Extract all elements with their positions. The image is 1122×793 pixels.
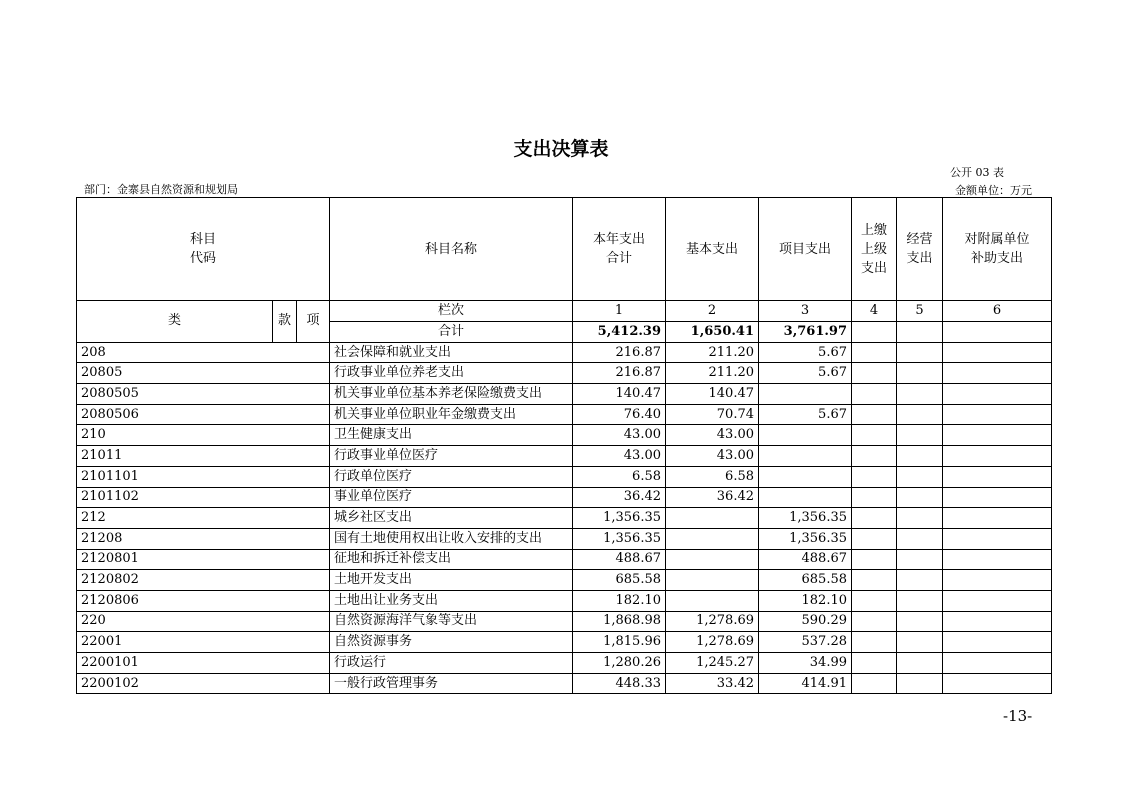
row-total: 1,356.35 xyxy=(573,508,666,529)
total-business xyxy=(897,322,943,343)
table-row xyxy=(77,404,1052,425)
row-total: 1,815.96 xyxy=(573,632,666,653)
total-project: 3,761.97 xyxy=(759,322,852,343)
row-project: 5.67 xyxy=(759,363,852,384)
row-total: 6.58 xyxy=(573,466,666,487)
table-row xyxy=(77,549,1052,570)
row-upper xyxy=(852,611,897,632)
row-upper xyxy=(852,653,897,674)
row-name: 征地和拆迁补偿支出 xyxy=(330,549,573,570)
row-basic: 211.20 xyxy=(666,363,759,384)
row-code: 22001 xyxy=(77,632,330,653)
row-business xyxy=(897,342,943,363)
row-name: 一般行政管理事务 xyxy=(330,673,573,694)
row-total: 43.00 xyxy=(573,446,666,467)
table-row xyxy=(77,487,1052,508)
row-business xyxy=(897,653,943,674)
row-upper xyxy=(852,363,897,384)
row-code: 21208 xyxy=(77,528,330,549)
row-basic: 43.00 xyxy=(666,446,759,467)
row-basic: 70.74 xyxy=(666,404,759,425)
row-subsidy xyxy=(943,673,1052,694)
row-name: 国有土地使用权出让收入安排的支出 xyxy=(330,528,573,549)
row-code: 2120802 xyxy=(77,570,330,591)
row-basic: 1,278.69 xyxy=(666,611,759,632)
row-code: 21011 xyxy=(77,446,330,467)
row-business xyxy=(897,487,943,508)
subheader-row xyxy=(77,301,1052,322)
row-code: 212 xyxy=(77,508,330,529)
department-label: 部门：金寨县自然资源和规划局 xyxy=(84,183,238,196)
row-upper xyxy=(852,570,897,591)
header-project: 项目支出 xyxy=(759,198,852,301)
row-subsidy xyxy=(943,466,1052,487)
row-project: 5.67 xyxy=(759,404,852,425)
page-number: -13- xyxy=(1003,707,1033,725)
row-total: 182.10 xyxy=(573,590,666,611)
total-amount: 5,412.39 xyxy=(573,322,666,343)
row-name: 行政运行 xyxy=(330,653,573,674)
table-row xyxy=(77,446,1052,467)
row-code: 2120801 xyxy=(77,549,330,570)
row-name: 土地出让业务支出 xyxy=(330,590,573,611)
row-business xyxy=(897,632,943,653)
row-name: 自然资源事务 xyxy=(330,632,573,653)
total-label: 合计 xyxy=(330,322,573,343)
row-subsidy xyxy=(943,487,1052,508)
row-project xyxy=(759,446,852,467)
row-business xyxy=(897,508,943,529)
column-number-2: 2 xyxy=(666,301,759,322)
row-code: 2200102 xyxy=(77,673,330,694)
row-project: 590.29 xyxy=(759,611,852,632)
header-upper: 上缴 上级 支出 xyxy=(852,198,897,301)
row-upper xyxy=(852,466,897,487)
row-total: 1,356.35 xyxy=(573,528,666,549)
row-business xyxy=(897,549,943,570)
column-number-1: 1 xyxy=(573,301,666,322)
row-business xyxy=(897,528,943,549)
header-business: 经营 支出 xyxy=(897,198,943,301)
row-total: 685.58 xyxy=(573,570,666,591)
table-row xyxy=(77,384,1052,405)
row-total: 1,868.98 xyxy=(573,611,666,632)
row-subsidy xyxy=(943,590,1052,611)
row-code: 2120806 xyxy=(77,590,330,611)
row-code: 2200101 xyxy=(77,653,330,674)
table-row xyxy=(77,611,1052,632)
row-code: 210 xyxy=(77,425,330,446)
row-subsidy xyxy=(943,342,1052,363)
row-project: 1,356.35 xyxy=(759,528,852,549)
row-total: 76.40 xyxy=(573,404,666,425)
subheader-lei: 类 xyxy=(77,301,273,343)
row-project: 414.91 xyxy=(759,673,852,694)
row-total: 36.42 xyxy=(573,487,666,508)
column-number-5: 5 xyxy=(897,301,943,322)
row-business xyxy=(897,673,943,694)
row-upper xyxy=(852,508,897,529)
subheader-xiang: 项 xyxy=(297,301,330,343)
row-name: 行政事业单位医疗 xyxy=(330,446,573,467)
total-subsidy xyxy=(943,322,1052,343)
row-business xyxy=(897,570,943,591)
row-subsidy xyxy=(943,446,1052,467)
table-row xyxy=(77,590,1052,611)
table-row xyxy=(77,508,1052,529)
table-row xyxy=(77,466,1052,487)
row-upper xyxy=(852,425,897,446)
row-subsidy xyxy=(943,425,1052,446)
row-subsidy xyxy=(943,508,1052,529)
row-total: 43.00 xyxy=(573,425,666,446)
row-name: 行政事业单位养老支出 xyxy=(330,363,573,384)
row-name: 城乡社区支出 xyxy=(330,508,573,529)
row-upper xyxy=(852,632,897,653)
row-total: 216.87 xyxy=(573,363,666,384)
row-total: 488.67 xyxy=(573,549,666,570)
row-name: 行政单位医疗 xyxy=(330,466,573,487)
expenditure-table xyxy=(76,197,1052,694)
row-code: 2101102 xyxy=(77,487,330,508)
row-upper xyxy=(852,528,897,549)
row-project: 685.58 xyxy=(759,570,852,591)
column-number-4: 4 xyxy=(852,301,897,322)
table-row xyxy=(77,342,1052,363)
header-subsidy: 对附属单位 补助支出 xyxy=(943,198,1052,301)
row-code: 2080505 xyxy=(77,384,330,405)
row-upper xyxy=(852,549,897,570)
row-subsidy xyxy=(943,384,1052,405)
row-basic: 36.42 xyxy=(666,487,759,508)
row-basic: 43.00 xyxy=(666,425,759,446)
row-subsidy xyxy=(943,404,1052,425)
row-project: 5.67 xyxy=(759,342,852,363)
row-subsidy xyxy=(943,653,1052,674)
row-project xyxy=(759,466,852,487)
row-basic xyxy=(666,528,759,549)
row-code: 208 xyxy=(77,342,330,363)
row-project xyxy=(759,487,852,508)
table-row xyxy=(77,673,1052,694)
row-total: 448.33 xyxy=(573,673,666,694)
row-basic: 1,245.27 xyxy=(666,653,759,674)
row-name: 土地开发支出 xyxy=(330,570,573,591)
table-row xyxy=(77,570,1052,591)
row-name: 机关事业单位基本养老保险缴费支出 xyxy=(330,384,573,405)
row-subsidy xyxy=(943,528,1052,549)
row-business xyxy=(897,425,943,446)
row-project: 34.99 xyxy=(759,653,852,674)
table-row xyxy=(77,653,1052,674)
row-business xyxy=(897,363,943,384)
row-upper xyxy=(852,487,897,508)
row-basic: 140.47 xyxy=(666,384,759,405)
row-name: 机关事业单位职业年金缴费支出 xyxy=(330,404,573,425)
row-upper xyxy=(852,342,897,363)
row-basic xyxy=(666,590,759,611)
row-subsidy xyxy=(943,570,1052,591)
row-project xyxy=(759,384,852,405)
row-code: 2080506 xyxy=(77,404,330,425)
row-subsidy xyxy=(943,549,1052,570)
amount-unit-label: 金额单位：万元 xyxy=(955,184,1032,197)
row-code: 20805 xyxy=(77,363,330,384)
row-project: 182.10 xyxy=(759,590,852,611)
table-row xyxy=(77,363,1052,384)
row-business xyxy=(897,590,943,611)
total-upper xyxy=(852,322,897,343)
header-name: 科目名称 xyxy=(330,198,573,301)
row-subsidy xyxy=(943,363,1052,384)
row-basic: 6.58 xyxy=(666,466,759,487)
subheader-lanci: 栏次 xyxy=(330,301,573,322)
row-code: 220 xyxy=(77,611,330,632)
row-project: 537.28 xyxy=(759,632,852,653)
header-basic: 基本支出 xyxy=(666,198,759,301)
row-business xyxy=(897,384,943,405)
subheader-kuan: 款 xyxy=(273,301,297,343)
total-basic: 1,650.41 xyxy=(666,322,759,343)
row-name: 事业单位医疗 xyxy=(330,487,573,508)
row-basic xyxy=(666,570,759,591)
row-project xyxy=(759,425,852,446)
row-upper xyxy=(852,446,897,467)
row-upper xyxy=(852,673,897,694)
row-name: 自然资源海洋气象等支出 xyxy=(330,611,573,632)
row-upper xyxy=(852,384,897,405)
row-subsidy xyxy=(943,632,1052,653)
row-subsidy xyxy=(943,611,1052,632)
row-basic: 1,278.69 xyxy=(666,632,759,653)
row-business xyxy=(897,466,943,487)
row-basic xyxy=(666,508,759,529)
page-title: 支出决算表 xyxy=(513,138,609,160)
row-total: 216.87 xyxy=(573,342,666,363)
row-code: 2101101 xyxy=(77,466,330,487)
column-number-6: 6 xyxy=(943,301,1052,322)
form-number: 公开 03 表 xyxy=(950,166,1004,179)
row-business xyxy=(897,611,943,632)
row-basic xyxy=(666,549,759,570)
row-total: 1,280.26 xyxy=(573,653,666,674)
row-project: 1,356.35 xyxy=(759,508,852,529)
header-code: 科目 代码 xyxy=(77,198,330,301)
table-row xyxy=(77,632,1052,653)
row-business xyxy=(897,446,943,467)
column-number-3: 3 xyxy=(759,301,852,322)
row-business xyxy=(897,404,943,425)
header-row xyxy=(77,198,1052,301)
row-project: 488.67 xyxy=(759,549,852,570)
row-basic: 33.42 xyxy=(666,673,759,694)
row-upper xyxy=(852,590,897,611)
row-total: 140.47 xyxy=(573,384,666,405)
header-total: 本年支出 合计 xyxy=(573,198,666,301)
row-upper xyxy=(852,404,897,425)
row-name: 卫生健康支出 xyxy=(330,425,573,446)
row-name: 社会保障和就业支出 xyxy=(330,342,573,363)
row-basic: 211.20 xyxy=(666,342,759,363)
table-row xyxy=(77,528,1052,549)
table-row xyxy=(77,425,1052,446)
